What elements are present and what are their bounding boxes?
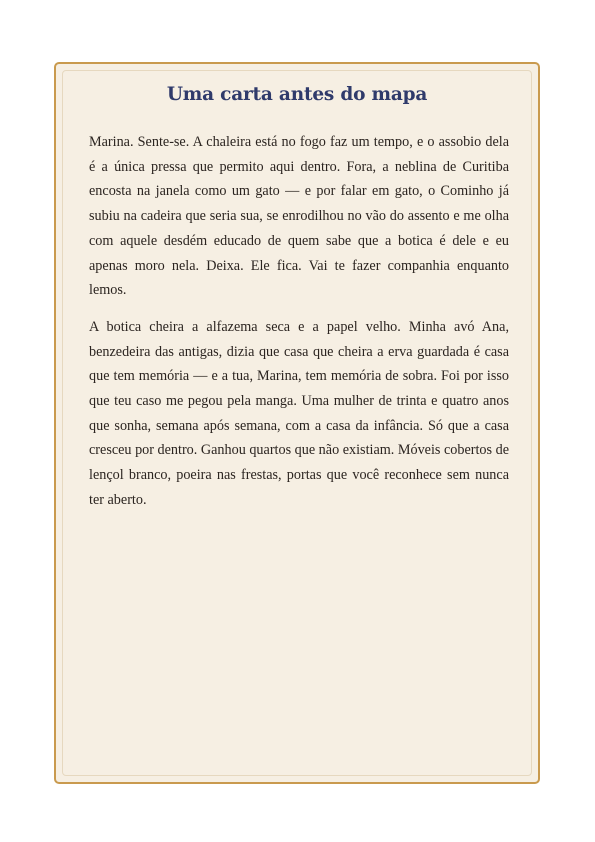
paragraph-2: A botica cheira a alfazema seca e a papel velho. Minha avó Ana, benzedeira das antigas, dizia que casa que cheira a erva guardada é casa que tem memória — e a tua, Marina, tem memória de sobra. Foi por isso que teu caso me pegou pela manga. Uma mulher de trinta e quatro anos que sonha, semana após semana, com a casa da infância. Só que a casa cresceu por dentro. Ganhou quartos que não existiam. Móveis cobertos de lençol branco, poeira nas frestas, portas que você reconhece sem nunca ter aberto.	[89, 318, 509, 508]
paragraph-1: Marina. Sente-se. A chaleira está no fogo faz um tempo, e o assobio dela é a única pressa que permito aqui dentro. Fora, a neblina de Curitiba encosta na janela como um gato — e por falar em gato, o Cominho já subiu na cadeira que seria sua, se enrodilhou no vão do assento e me olha com aquele desdém educado de quem sabe que a botica é dele e eu apenas moro nela. Deixa. Ele fica. Vai te fazer companhia enquanto lemos.	[89, 134, 509, 299]
page-title: Uma carta antes do mapa	[166, 84, 428, 105]
letter-card	[54, 62, 540, 784]
letter-body	[89, 130, 509, 525]
